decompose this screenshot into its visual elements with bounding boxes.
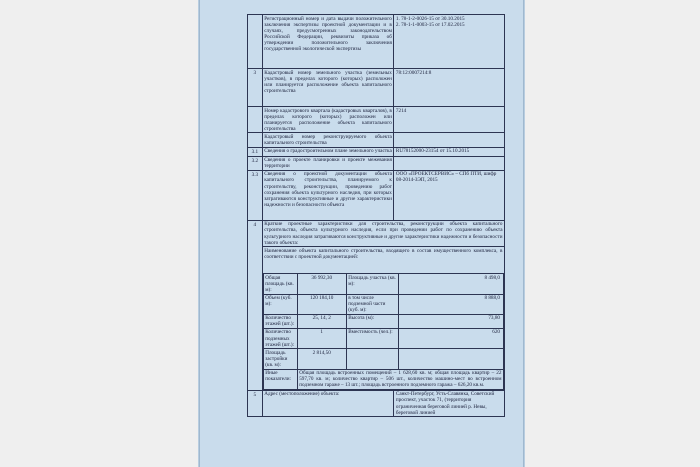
row-3c (248, 133, 505, 147)
row-4 (248, 220, 505, 390)
characteristics-heading: Краткие проектные характеристики для строительства, реконструкции объекта капитального строительства, объекта культурного наследия, если при проведении работ по сохранению объекта культурного наследия затрагиваются конструктивные и другие характеристики надежности и безопасности такого объекта: (264, 221, 503, 246)
project-docs-value: ООО «ПРОЕКТСЕРВИС» – СПб ПТИ, шифр 08-2014-ЗЭП, 2015 (394, 170, 505, 220)
registration-label: Регистрационный номер и дата выдачи положительного заключения экспертизы проектной документации и в случаях, предусмотренных законодательством Российской Федерации, реквизиты приказа об утверждении положительного заключения государственной экологической экспертизы (262, 15, 394, 69)
blank-cell (398, 349, 503, 369)
row-5 (248, 390, 505, 416)
row-3b (248, 107, 505, 133)
cadastral-quarter-label: Номер кадастрового квартала (кадастровых кварталов), в пределах которого (которых) расположен или планируется расположение объекта капитального строительства (264, 107, 392, 132)
cadastral-number-label: Кадастровый номер земельного участка (земельных участков), в пределах которого (которых) расположен или планируется расположение объекта капитального строительства (262, 69, 394, 107)
capacity-value: 620 (398, 328, 503, 348)
total-area-label: Общая площадь (кв. м): (263, 274, 297, 294)
page-edge-left (199, 0, 200, 467)
planning-project-value (394, 156, 505, 170)
volume-value: 120 184,10 (297, 294, 346, 314)
underground-volume-value: 8 888,0 (398, 294, 503, 314)
built-area-value: 2 814,50 (297, 349, 346, 369)
height-value: 73,80 (398, 314, 503, 328)
row-number: 3.2 (248, 156, 263, 170)
plot-area-label: Площадь участка (кв. м): (346, 274, 398, 294)
height-label: Высота (м): (346, 314, 398, 328)
row-3-2 (248, 156, 505, 170)
blank-cell (346, 349, 398, 369)
row-number: 4 (248, 220, 263, 390)
capacity-label: Вместимость (чел.): (346, 328, 398, 348)
registration-value-1: 1. 78-1-2-0026-15 от 30.10.2015 (395, 15, 465, 22)
specs-row-area (263, 274, 503, 294)
volume-label: Объем (куб. м): (263, 294, 297, 314)
planning-project-label: Сведения о проекте планировки и проекте межевания территории (264, 157, 392, 170)
object-name-heading: Наименование объекта капитального строительства, входящего в состав имущественного комплекса, в соответствии с проектной документацией: (264, 247, 503, 260)
reconstructed-object-label: Кадастровый номер реконструируемого объекта капитального строительства (264, 133, 392, 146)
permit-table (247, 14, 505, 417)
row-3 (248, 69, 505, 107)
urban-plan-value: RU78152000-23154 от 15.10.2015 (394, 147, 505, 156)
underground-volume-label: в том числе подземной части (куб. м): (346, 294, 398, 314)
cadastral-quarter-value: 7214 (394, 107, 505, 133)
specs-row-other (263, 369, 503, 389)
row-number (248, 15, 263, 69)
project-docs-label: Сведения о проектной документации объекта капитального строительства, планируемого к строительству, реконструкции, проведению работ сохранения объекта культурного наследия, при которых затрагиваются конструктивные и другие характеристики надежности и безопасности объекта (262, 170, 394, 220)
reconstructed-object-value (394, 133, 505, 147)
registration-values (394, 15, 505, 69)
specs-table (263, 273, 504, 390)
row-number: 3 (248, 69, 263, 107)
cadastral-number-value: 78:12:0007214:8 (394, 69, 505, 107)
floors-value: 25, 14, 2 (297, 314, 346, 328)
specs-row-built-area (263, 349, 503, 369)
row-3-1 (248, 147, 505, 156)
document-page (199, 0, 524, 467)
specs-row-underground-floors (263, 328, 503, 348)
row-3-3 (248, 170, 505, 220)
floors-label: Количество этажей (шт.): (263, 314, 297, 328)
address-value: Санкт-Петербург, Усть-Славянка, Советский проспект, участок 71, (территория ограниченная береговой линией р. Невы, береговой линией (394, 390, 505, 416)
registration-value-2: 2. 78-1-1-0003-15 от 17.02.2015 (395, 21, 465, 28)
plot-area-value: 8 498,0 (398, 274, 503, 294)
underground-floors-label: Количество подземных этажей (шт.): (263, 328, 297, 348)
other-indicators-label: Иные показатели: (263, 369, 297, 389)
page-edge-right (523, 0, 524, 467)
address-label: Адрес (местоположение) объекта: (262, 390, 394, 416)
underground-floors-value: 1 (297, 328, 346, 348)
built-area-label: Площадь застройки (кв. м): (263, 349, 297, 369)
total-area-value: 36 992,30 (297, 274, 346, 294)
other-indicators-value: Общая площадь встроенных помещений – 1 628,60 кв. м; общая площадь квартир – 22 597,70 кв. м; количество квартир – 506 шт., количество машино-мест во встроенном подземном гараже – 13 шт.; площадь встроенного подземного гаража – 626,20 кв.м. (299, 370, 502, 389)
row-number: 3.1 (248, 147, 263, 156)
characteristics-cell (262, 220, 504, 390)
row-number (248, 133, 263, 147)
urban-plan-label: Сведения о градостроительном плане земельного участка (262, 147, 394, 156)
row-number: 5 (248, 390, 263, 416)
specs-row-volume (263, 294, 503, 314)
row-number: 3.3 (248, 170, 263, 220)
specs-row-floors (263, 314, 503, 328)
row-number (248, 107, 263, 133)
row-registration (248, 15, 505, 69)
